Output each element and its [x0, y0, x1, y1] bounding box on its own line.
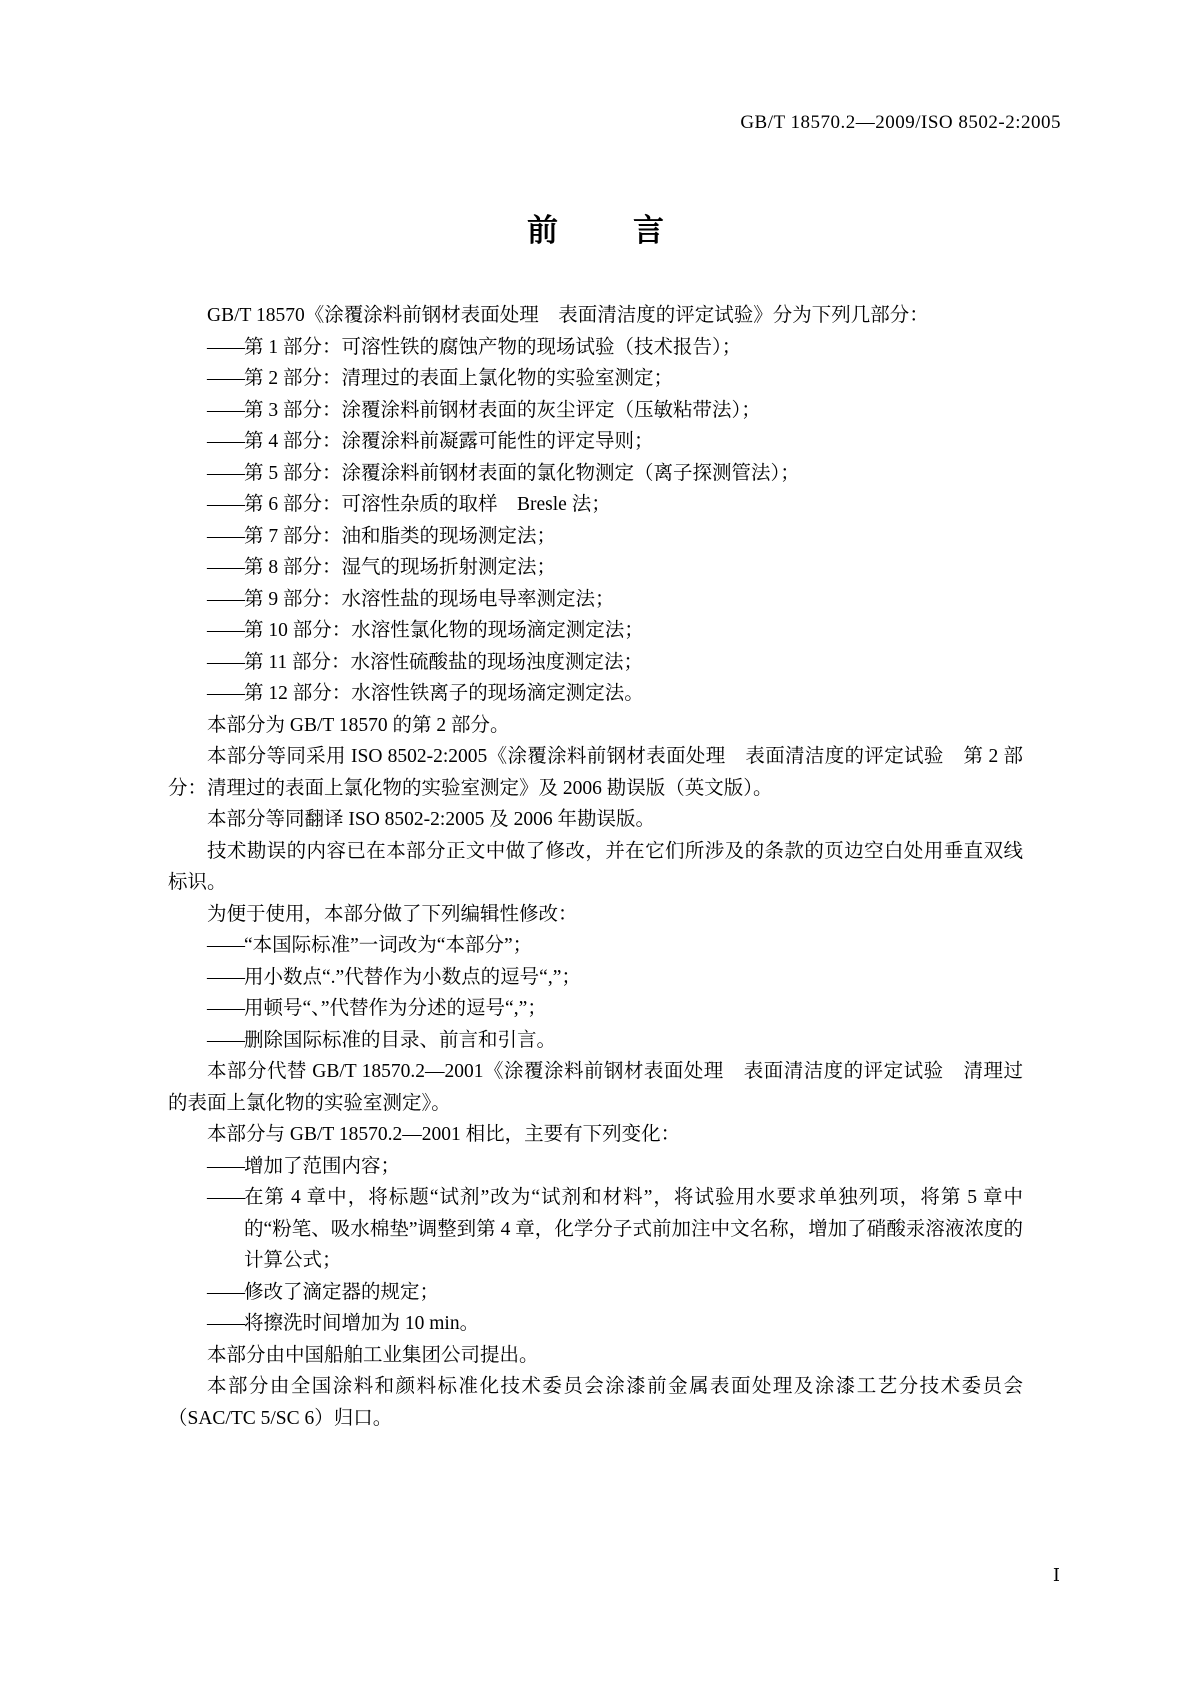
dash-marker: —— [207, 399, 244, 421]
dash-marker: —— [207, 620, 244, 641]
page-number: Ⅰ [1052, 1565, 1060, 1585]
list-item [168, 993, 1023, 1025]
dash-marker: —— [207, 966, 244, 988]
list-item [168, 930, 1023, 962]
list-item-label: 增加了范围内容； [244, 1155, 401, 1177]
dash-marker: —— [207, 683, 244, 704]
dash-marker: —— [207, 1029, 244, 1051]
list-item [168, 1308, 1023, 1340]
list-item-label: 删除国际标准的目录、前言和引言。 [244, 1029, 557, 1051]
dash-marker: —— [207, 368, 244, 389]
committee-paragraph: 本部分由全国涂料和颜料标准化技术委员会涂漆前金属表面处理及涂漆工艺分技术委员会（SAC/TC 5/SC 6）归口。 [168, 1376, 1023, 1429]
list-item-label: 第 9 部分：水溶性盐的现场电导率测定法； [244, 588, 615, 610]
list-item-label: 第 4 部分：涂覆涂料前凝露可能性的评定导则； [244, 431, 654, 452]
list-item-label: 第 2 部分：清理过的表面上氯化物的实验室测定； [244, 368, 674, 389]
list-item [168, 647, 1023, 679]
list-item [168, 1277, 1023, 1309]
intro-paragraph: GB/T 18570《涂覆涂料前钢材表面处理 表面清洁度的评定试验》分为下列几部分： [207, 305, 929, 326]
part-number-paragraph: 本部分为 GB/T 18570 的第 2 部分。 [207, 714, 510, 736]
list-item [168, 332, 1023, 364]
dash-marker: —— [207, 336, 244, 358]
list-item [168, 426, 1023, 458]
translation-paragraph: 本部分等同翻译 ISO 8502-2:2005 及 2006 年勘误版。 [207, 809, 655, 830]
list-item [168, 678, 1023, 710]
changes-intro-paragraph: 本部分与 GB/T 18570.2—2001 相比，主要有下列变化： [207, 1124, 681, 1145]
dash-marker: —— [207, 525, 244, 547]
adoption-paragraph: 本部分等同采用 ISO 8502-2:2005《涂覆涂料前钢材表面处理 表面清洁度的评定试验 第 2 部分：清理过的表面上氯化物的实验室测定》及 2006 勘误版（英文版）。 [168, 746, 1023, 799]
dash-marker: —— [207, 1155, 244, 1177]
list-item-label: 第 5 部分：涂覆涂料前钢材表面的氯化物测定（离子探测管法）； [244, 462, 800, 484]
dash-marker: —— [207, 431, 244, 452]
dash-marker: —— [207, 1281, 244, 1303]
list-item-label: 第 10 部分：水溶性氯化物的现场滴定测定法； [244, 620, 644, 641]
list-item [168, 489, 1023, 521]
list-item [168, 1151, 1023, 1183]
list-item-label: 第 1 部分：可溶性铁的腐蚀产物的现场试验（技术报告）； [244, 336, 742, 358]
list-item [168, 521, 1023, 553]
list-item-label: 修改了滴定器的规定； [244, 1281, 440, 1303]
list-item [168, 363, 1023, 395]
proposer-paragraph: 本部分由中国船舶工业集团公司提出。 [207, 1344, 539, 1366]
list-item [168, 552, 1023, 584]
list-item-label: 在第 4 章中，将标题“试剂”改为“试剂和材料”，将试验用水要求单独列项，将第 5 章中的“粉笔、吸水棉垫”调整到第 4 章，化学分子式前加注中文名称，增加了硝酸汞溶液浓度的计算公式； [244, 1187, 1023, 1271]
list-item-label: 第 12 部分：水溶性铁离子的现场滴定测定法。 [244, 683, 644, 704]
dash-marker: —— [207, 462, 244, 484]
list-item [168, 458, 1023, 490]
list-item-label: 第 7 部分：油和脂类的现场测定法； [244, 525, 557, 547]
list-item-label: 第 3 部分：涂覆涂料前钢材表面的灰尘评定（压敏粘带法）； [244, 399, 761, 421]
errata-paragraph: 技术勘误的内容已在本部分正文中做了修改，并在它们所涉及的条款的页边空白处用垂直双线标识。 [168, 840, 1023, 893]
dash-marker: —— [207, 557, 244, 578]
list-item [168, 1182, 1023, 1277]
list-item-label: 第 8 部分：湿气的现场折射测定法； [244, 557, 557, 578]
list-item [168, 1025, 1023, 1057]
dash-marker: —— [207, 998, 244, 1019]
dash-marker: —— [207, 1187, 244, 1208]
list-item [168, 584, 1023, 616]
dash-marker: —— [207, 651, 244, 673]
list-item-label: 第 6 部分：可溶性杂质的取样 Bresle 法； [244, 494, 611, 515]
list-item-label: 用小数点“.”代替作为小数点的逗号“,”； [244, 966, 581, 988]
list-item-label: 第 11 部分：水溶性硫酸盐的现场浊度测定法； [244, 651, 644, 673]
list-item [168, 395, 1023, 427]
page-header-standard-code: GB/T 18570.2—2009/ISO 8502-2:2005 [740, 112, 1061, 133]
list-item-label: “本国际标准”一词改为“本部分”； [244, 935, 533, 956]
document-body [168, 300, 1023, 1434]
dash-marker: —— [207, 935, 244, 956]
dash-marker: —— [207, 494, 244, 515]
replacement-paragraph: 本部分代替 GB/T 18570.2—2001《涂覆涂料前钢材表面处理 表面清洁度的评定试验 清理过的表面上氯化物的实验室测定》。 [168, 1061, 1023, 1114]
editorial-intro-paragraph: 为便于使用，本部分做了下列编辑性修改： [207, 903, 578, 925]
page-title: 前 言 [527, 213, 686, 248]
list-item-label: 将擦洗时间增加为 10 min。 [244, 1313, 480, 1334]
dash-marker: —— [207, 1313, 244, 1334]
dash-marker: —— [207, 588, 244, 610]
list-item-label: 用顿号“、”代替作为分述的逗号“,”； [244, 998, 547, 1019]
list-item [168, 615, 1023, 647]
list-item [168, 962, 1023, 994]
